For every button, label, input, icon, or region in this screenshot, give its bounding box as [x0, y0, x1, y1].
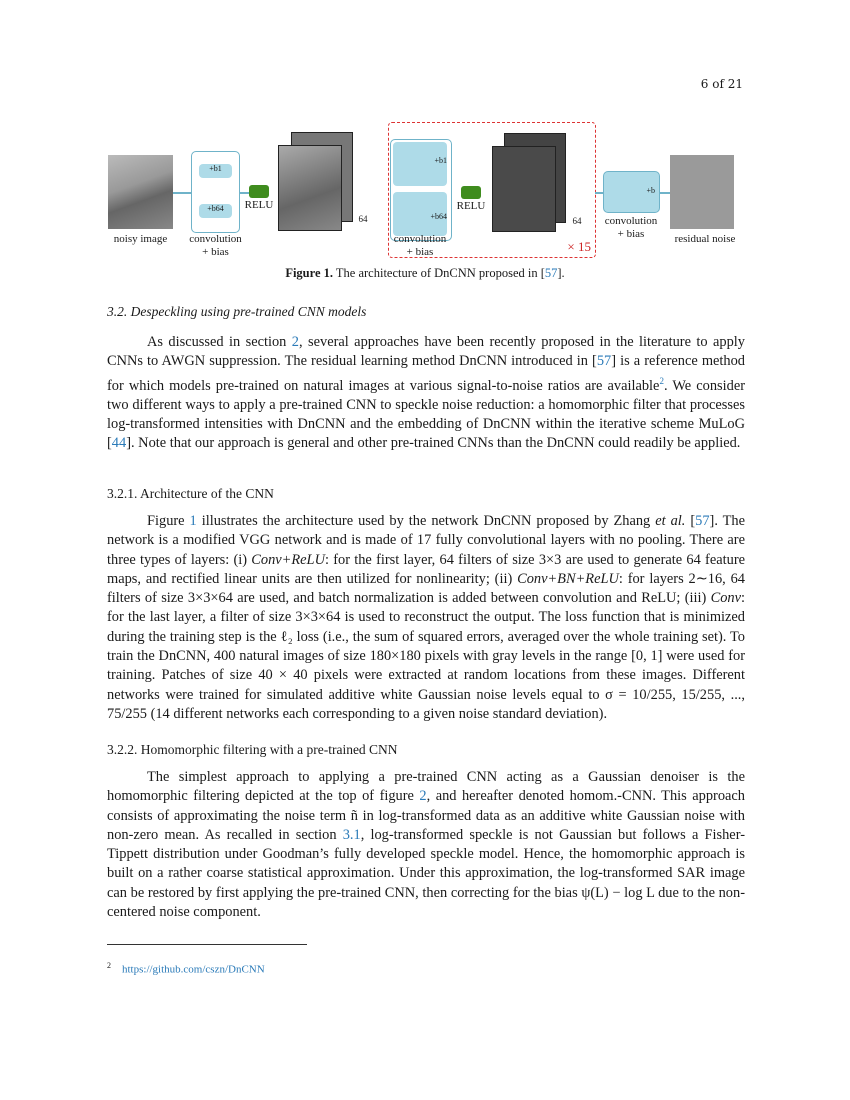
section-link[interactable]: 3.1: [342, 826, 361, 843]
filter-b64: +b64: [199, 204, 232, 218]
citation-link[interactable]: 44: [111, 435, 127, 452]
feature-map-mid: [492, 146, 556, 232]
conv-block-last: [603, 171, 660, 213]
conv-block-mid: [390, 139, 452, 241]
figure-link[interactable]: 2: [419, 788, 427, 805]
label-conv-last: convolution + bias: [604, 215, 658, 240]
figure-dncnn-architecture: [108, 118, 748, 268]
citation-link[interactable]: 57: [544, 266, 558, 280]
residual-noise-image: [670, 155, 734, 229]
label-conv-first: convolution + bias: [189, 233, 242, 258]
repeat-count: × 15: [567, 239, 591, 254]
bias-b: +b: [646, 186, 655, 195]
paragraph-architecture: Figure 1 illustrates the architecture used by the network DnCNN proposed by Zhang et al. [57]. The network is a modified VGG network and is made of 17 fully convolutional layers with no pooling. There are three types of layers: (i) Conv+ReLU: for the first layer, 64 filters of size 3×3 are used to generate 64 feature maps, and rectified linear units are then utilized for nonlinearity; (ii) Conv+BN+ReLU: for layers 2∼16, 64 filters of size 3×3×64 are used, and batch normalization is added between convolution and ReLU; (iii) Conv: for the last layer, a filter of size 3×3×64 is used to reconstruct the output. The loss function that is minimized during the training step is the ℓ₂ loss (i.e., the sum of squared errors, averaged over the whole training set). To train the DnCNN, 400 natural images of size 180×180 pixels with gray levels in the range [0, 1] were used for training. Patches of size 40 × 40 pixels were extracted at random locations from these images. Different networks were trained for simulated additive white Gaussian noise levels equal to σ = 10/255, 15/255, ..., 75/255 (14 different networks each corresponding to a given noise standard deviation).: [107, 513, 746, 722]
figure-caption: Figure 1. The architecture of DnCNN proposed in [57].: [285, 266, 565, 280]
label-noisy-image: noisy image: [113, 233, 168, 245]
channels-64: 64: [358, 214, 368, 224]
footnote-link[interactable]: 2: [659, 375, 664, 386]
relu-icon: [249, 185, 269, 198]
filter-b1: +b1: [199, 164, 232, 178]
repeated-block: [388, 122, 596, 258]
feature-map: [278, 145, 342, 231]
conv-block-first: [191, 151, 240, 233]
channels-64-mid: 64: [572, 216, 582, 226]
subsection-heading-homomorphic: 3.2.2. Homomorphic filtering with a pre-trained CNN: [107, 742, 398, 757]
section-heading: 3.2. Despeckling using pre-trained CNN models: [107, 304, 367, 319]
paragraph-homomorphic: The simplest approach to applying a pre-trained CNN acting as a Gaussian denoiser is the homomorphic filtering depicted at the top of figure 2, and hereafter denoted homom.-CNN. This approach consists of approximating the noise term ñ in log-transformed data as an additive white Gaussian noise with non-zero mean. As recalled in section 3.1, log-transformed speckle is not Gaussian but follows a Fisher-Tippett distribution under Goodman’s fully developed speckle model. Hence, the homomorphic approach is built on a rather coarse statistical approximation. Under this approximation, the log-transformed SAR image can be restored by first applying the pre-trained CNN, then correcting for the bias ψ(L) − log L due to the non-centered noise component.: [107, 769, 745, 921]
section-link[interactable]: 2: [291, 334, 299, 350]
noisy-image: [108, 155, 173, 229]
citation-link[interactable]: 57: [695, 513, 710, 529]
label-relu: RELU: [244, 199, 274, 211]
footnote-divider: [107, 944, 307, 945]
footnote: $^2$ https://github.com/cszn/DnCNN: [107, 961, 265, 976]
filter-b1-mid: +b1: [393, 142, 447, 186]
subsection-heading-architecture: 3.2.1. Architecture of the CNN: [107, 486, 274, 501]
label-relu-mid: RELU: [456, 200, 486, 212]
label-residual-noise: residual noise: [674, 233, 736, 245]
relu-icon: [461, 186, 481, 199]
label-conv-mid: convolution + bias: [393, 233, 447, 258]
figure-link[interactable]: 1: [189, 513, 197, 529]
citation-link[interactable]: 57: [596, 353, 612, 370]
filter-b64-mid: +b64: [393, 192, 447, 236]
paragraph-intro: As discussed in section 2, several approaches have been recently proposed in the literature to apply CNNs to AWGN suppression. The residual learning method DnCNN introduced in [57] is a reference method for which models pre-trained on natural images at various signal-to-noise ratios are available$^2$. We consider two different ways to apply a pre-trained CNN to speckle noise reduction: a homomorphic filter that processes log-transformed intensities with DnCNN and the embedding of DnCNN within the iterative scheme MuLoG [44]. Note that our approach is general and other pre-trained CNNs than the DnCNN could readily be applied.: [107, 334, 746, 452]
footnote-url-link[interactable]: https://github.com/cszn/DnCNN: [122, 963, 265, 976]
page-number: 6 of 21: [700, 77, 743, 91]
